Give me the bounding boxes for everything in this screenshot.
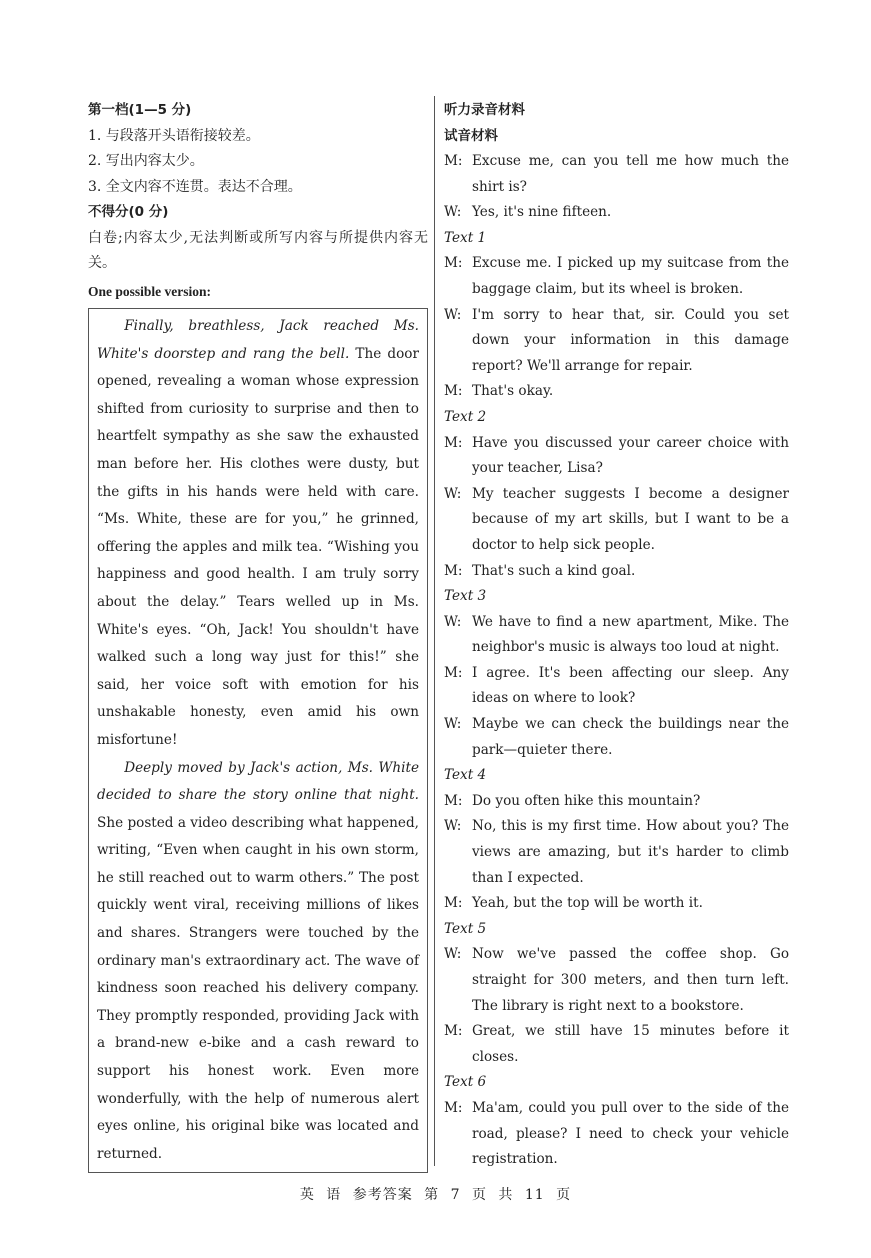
text-label: Text 1 <box>444 229 487 246</box>
speaker: M: <box>444 255 463 272</box>
utterance: Ma'am, could you pull over to the side of the road, please? I need to check your vehicle registration. <box>472 1099 789 1168</box>
paragraph-lead: Finally, breathless, Jack reached Ms. White's doorstep and rang the bell. <box>97 318 419 362</box>
paragraph-lead: Deeply moved by Jack's action, Ms. White decided to share the story online that night. <box>97 759 419 804</box>
essay-paragraph <box>97 313 419 755</box>
grade-item: 2. 写出内容太少。 <box>88 153 204 169</box>
zero-heading: 不得分(0 分) <box>88 204 169 220</box>
dialog-list <box>444 149 789 1173</box>
dialog-line <box>444 1096 789 1173</box>
text-label: Text 5 <box>444 920 487 937</box>
speaker: W: <box>444 204 462 221</box>
speaker: W: <box>444 946 462 963</box>
speaker: M: <box>444 383 463 400</box>
utterance: I agree. It's been affecting our sleep. Any ideas on where to look? <box>472 664 789 707</box>
utterance: That's okay. <box>472 383 554 400</box>
utterance: Do you often hike this mountain? <box>472 792 701 809</box>
dialog-line <box>444 200 789 226</box>
column-divider <box>434 96 435 1166</box>
essay-paragraph <box>97 755 419 1169</box>
dialog-line <box>444 610 789 661</box>
dialog-line <box>444 789 789 815</box>
utterance: Great, we still have 15 minutes before it closes. <box>472 1023 789 1065</box>
utterance: Excuse me, can you tell me how much the shirt is? <box>472 153 789 195</box>
essay-box <box>88 308 428 1173</box>
listening-heading: 听力录音材料 <box>444 102 525 118</box>
utterance: I'm sorry to hear that, sir. Could you set down your information in this damage report? We'll arrange for repair. <box>472 306 789 374</box>
dialog-line <box>444 303 789 380</box>
speaker: M: <box>444 792 463 809</box>
dialog-line <box>444 1019 789 1070</box>
right-column <box>444 98 789 1173</box>
dialog-line <box>444 661 789 712</box>
grade-heading: 第一档(1—5 分) <box>88 102 192 118</box>
speaker: W: <box>444 613 462 630</box>
speaker: M: <box>444 664 463 681</box>
page-footer: 英 语 参考答案 第 7 页 共 11 页 <box>299 1187 572 1203</box>
paragraph-body: She posted a video describing what happened, writing, “Even when caught in his own storm, he still reached out to warm others.” The post quickly went viral, receiving millions of likes and shares. Strangers were touched by the ordinary man's extraordinary act. The wave of kindness soon reached his delivery company. They promptly responded, providing Jack with a brand-new e-bike and a cash reward to support his honest work. Even more wonderfully, with the help of numerous alert eyes online, his original bike was located and returned. <box>97 814 419 1162</box>
dialog-line <box>444 891 789 917</box>
utterance: We have to find a new apartment, Mike. The neighbor's music is always too loud at night. <box>472 613 789 656</box>
left-column <box>88 98 428 1173</box>
speaker: W: <box>444 485 462 502</box>
speaker: M: <box>444 1099 463 1116</box>
speaker: M: <box>444 1023 463 1040</box>
text-label: Text 4 <box>444 767 487 784</box>
grade-item: 1. 与段落开头语衔接较差。 <box>88 127 260 144</box>
dialog-line <box>444 431 789 482</box>
zero-text: 白卷;内容太少,无法判断或所写内容与所提供内容无关。 <box>88 229 428 271</box>
sample-heading: 试音材料 <box>444 127 498 144</box>
utterance: Excuse me. I picked up my suitcase from the baggage claim, but its wheel is broken. <box>472 255 789 297</box>
speaker: W: <box>444 306 462 323</box>
speaker: M: <box>444 895 463 912</box>
paragraph-body: The door opened, revealing a woman whose expression shifted from curiosity to surprise and then to heartfelt sympathy as she saw the exhausted man before her. His clothes were dusty, but the gifts in his hands were held with care. “Ms. White, these are for you,” he grinned, offering the apples and milk tea. “Wishing you happiness and good health. I am truly sorry about the delay.” Tears welled up in Ms. White's eyes. “Oh, Jack! You shouldn't have walked such a long way just for this!” she said, her voice soft with emotion for his unshakable honesty, even amid his own misfortune! <box>97 345 419 748</box>
utterance: Have you discussed your career choice with your teacher, Lisa? <box>472 434 789 477</box>
speaker: W: <box>444 818 462 835</box>
text-label: Text 2 <box>444 408 487 425</box>
dialog-line <box>444 379 789 405</box>
dialog-line <box>444 482 789 559</box>
version-heading: One possible version: <box>88 283 212 299</box>
dialog-line <box>444 942 789 1019</box>
text-label: Text 6 <box>444 1074 487 1091</box>
utterance: That's such a kind goal. <box>472 562 636 579</box>
speaker: M: <box>444 562 463 579</box>
utterance: Yeah, but the top will be worth it. <box>472 895 703 912</box>
dialog-line <box>444 712 789 763</box>
speaker: M: <box>444 434 463 451</box>
speaker: W: <box>444 716 462 733</box>
utterance: Now we've passed the coffee shop. Go straight for 300 meters, and then turn left. The library is right next to a bookstore. <box>472 946 789 1014</box>
text-label: Text 3 <box>444 588 487 605</box>
utterance: My teacher suggests I become a designer because of my art skills, but I want to be a doctor to help sick people. <box>472 485 789 553</box>
grade-item: 3. 全文内容不连贯。表达不合理。 <box>88 178 302 195</box>
utterance: No, this is my first time. How about you? The views are amazing, but it's harder to climb than I expected. <box>472 818 789 886</box>
speaker: M: <box>444 153 463 169</box>
dialog-line <box>444 559 789 585</box>
dialog-line <box>444 814 789 891</box>
dialog-line <box>444 149 789 200</box>
utterance: Maybe we can check the buildings near the park—quieter there. <box>472 716 789 758</box>
utterance: Yes, it's nine fifteen. <box>472 204 612 221</box>
dialog-line <box>444 251 789 302</box>
